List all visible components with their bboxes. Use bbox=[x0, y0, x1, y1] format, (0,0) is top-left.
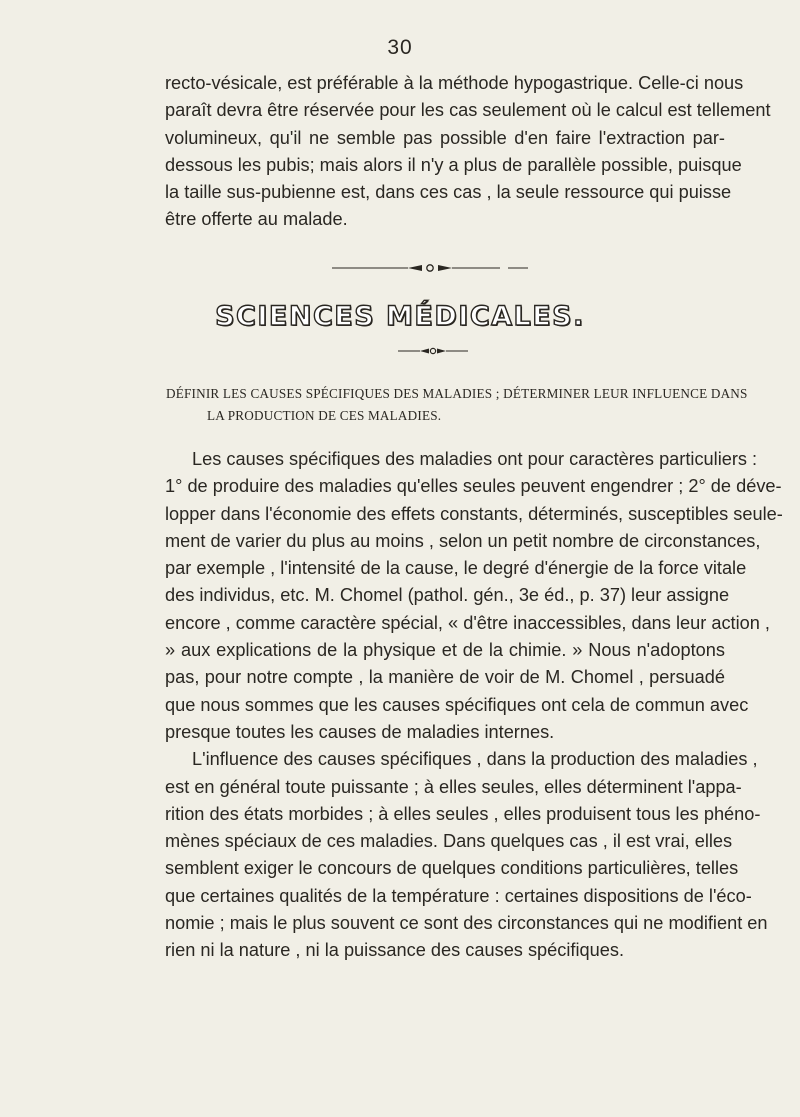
text-line: que nous sommes que les causes spécifiques ont cela de commun avec bbox=[165, 694, 749, 715]
text-line: pas, pour notre compte , la manière de voir de M. Chomel , persuadé bbox=[165, 667, 725, 688]
small-ornament bbox=[398, 346, 468, 356]
page-number: 30 bbox=[387, 36, 413, 59]
text-line: par exemple , l'intensité de la cause, le degré d'énergie de la force vitale bbox=[165, 558, 747, 579]
section-heading bbox=[166, 383, 748, 427]
text-line: dessous les pubis; mais alors il n'y a plus de parallèle possible, puisque bbox=[165, 154, 742, 175]
text-line: volumineux, qu'il ne semble pas possible d'en faire l'extraction par- bbox=[165, 127, 725, 148]
ornamental-divider bbox=[330, 262, 530, 274]
text-line: encore , comme caractère spécial, « d'être inaccessibles, dans leur action , bbox=[165, 612, 770, 633]
text-line: la taille sus-pubienne est, dans ces cas , la seule ressource qui puisse bbox=[165, 182, 732, 203]
text-line: semblent exiger le concours de quelques conditions particulières, telles bbox=[165, 858, 739, 879]
text-line: des individus, etc. M. Chomel (pathol. gén., 3e éd., p. 37) leur assigne bbox=[165, 585, 730, 606]
heading-line: DÉFINIR LES CAUSES SPÉCIFIQUES DES MALADIES ; DÉTERMINER LEUR INFLUENCE DANS bbox=[166, 386, 748, 401]
text-line: presque toutes les causes de maladies internes. bbox=[165, 721, 555, 742]
intro-paragraph bbox=[165, 70, 771, 234]
text-line: L'influence des causes spécifiques , dans la production des maladies , bbox=[192, 749, 758, 770]
text-line: mènes spéciaux de ces maladies. Dans quelques cas , il est vrai, elles bbox=[165, 831, 733, 852]
text-line: rien ni la nature , ni la puissance des causes spécifiques. bbox=[165, 940, 624, 961]
text-line: nomie ; mais le plus souvent ce sont des circonstances qui ne modifient en bbox=[165, 913, 768, 934]
text-line: Les causes spécifiques des maladies ont pour caractères particuliers : bbox=[192, 449, 758, 469]
body-text bbox=[165, 446, 783, 965]
text-line: 1° de produire des maladies qu'elles seules peuvent engendrer ; 2° de déve- bbox=[165, 476, 782, 497]
text-line: ment de varier du plus au moins , selon un petit nombre de circonstances, bbox=[165, 530, 761, 551]
text-line: paraît devra être réservée pour les cas seulement où le calcul est tellement bbox=[165, 100, 771, 121]
section-title: SCIENCES MÉDICALES. bbox=[215, 301, 585, 332]
text-line: » aux explications de la physique et de la chimie. » Nous n'adoptons bbox=[165, 640, 725, 661]
heading-line: LA PRODUCTION DE CES MALADIES. bbox=[207, 408, 442, 423]
text-line: recto-vésicale, est préférable à la méthode hypogastrique. Celle-ci nous bbox=[165, 73, 744, 93]
text-line: que certaines qualités de la température : certaines dispositions de l'éco- bbox=[165, 885, 752, 906]
text-line: être offerte au malade. bbox=[165, 209, 348, 230]
text-line: est en général toute puissante ; à elles seules, elles déterminent l'appa- bbox=[165, 776, 742, 797]
text-line: rition des états morbides ; à elles seules , elles produisent tous les phéno- bbox=[165, 803, 761, 824]
text-line: lopper dans l'économie des effets constants, déterminés, susceptibles seule- bbox=[165, 503, 783, 524]
